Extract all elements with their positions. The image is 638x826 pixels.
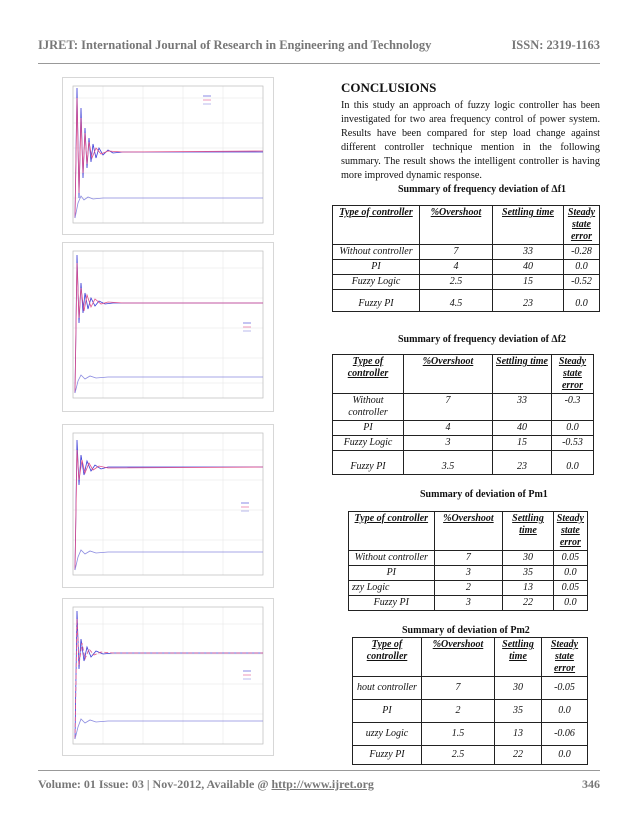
section-title: CONCLUSIONS [341,80,437,95]
summary-table-df1 [332,205,600,312]
cell: 15 [493,436,552,451]
cell: 7 [434,551,503,566]
table-row [353,746,588,765]
cell: 0.0 [552,451,594,475]
col-header: Steady state error [542,638,588,677]
col-header: Type of controller [349,512,435,551]
cell: 23 [493,290,564,312]
issn: ISSN: 2319-1163 [511,38,600,52]
cell: -0.3 [552,394,594,421]
table-row [333,451,594,475]
journal-link[interactable]: http://www.ijret.org [271,777,374,791]
cell: -0.05 [542,677,588,700]
cell: Fuzzy PI [333,290,420,312]
cell: Without controller [333,394,404,421]
figure-plot-4 [62,598,274,756]
table-caption: Summary of deviation of Pm2 [402,625,530,636]
figure-plot-2 [62,242,274,412]
cell: 4 [404,421,493,436]
summary-table-pm1 [348,511,588,611]
cell: 22 [503,596,554,611]
cell: hout controller [353,677,422,700]
cell: PI [349,566,435,581]
page-number: 346 [582,777,600,791]
col-header: %Overshoot [404,355,493,394]
table-row [333,275,600,290]
col-header: Steady state error [553,512,587,551]
cell: Fuzzy PI [353,746,422,765]
cell: 35 [503,566,554,581]
cell: 7 [404,394,493,421]
cell: Without controller [349,551,435,566]
cell: 0.0 [553,596,587,611]
table-row [333,436,594,451]
table-header-row [333,355,594,394]
cell: -0.53 [552,436,594,451]
summary-table-df2 [332,354,594,475]
table-row [333,245,600,260]
cell: 0.0 [552,421,594,436]
volume-text: Volume: 01 Issue: 03 | Nov-2012, Available @ [38,777,272,791]
cell: 0.0 [564,290,600,312]
table-header-row [353,638,588,677]
cell: Fuzzy PI [349,596,435,611]
table-row [349,551,588,566]
col-header: Settling time [495,638,542,677]
cell: 15 [493,275,564,290]
table-row [349,566,588,581]
table-row [353,677,588,700]
table-row [349,581,588,596]
cell: PI [333,260,420,275]
cell: 3 [404,436,493,451]
cell: 40 [493,260,564,275]
table-row [333,290,600,312]
cell: 2.5 [422,746,495,765]
col-header: Steady state error [564,206,600,245]
cell: -0.52 [564,275,600,290]
col-header: Settling time [493,355,552,394]
cell: 3 [434,596,503,611]
page-footer [38,777,600,792]
cell: 0.0 [553,566,587,581]
cell: Without controller [333,245,420,260]
cell: 0.05 [553,581,587,596]
table-caption: Summary of frequency deviation of Δf1 [398,184,567,195]
cell: 0.05 [553,551,587,566]
col-header: Type of controller [353,638,422,677]
cell: Fuzzy Logic [333,436,404,451]
cell: 7 [420,245,493,260]
cell: 13 [503,581,554,596]
cell: 2 [422,700,495,723]
col-header: Steady state error [552,355,594,394]
journal-name: IJRET: International Journal of Research in Engineering and Technology [38,38,432,52]
conclusions-paragraph: In this study an approach of fuzzy logic controller has been investigated for two area frequency control of power system. Results have been compared for step load change against different controller technique mention in the following summary. The result shows the intelligent controller is having more improved dynamic response. [341,100,600,181]
col-header: Type of controller [333,355,404,394]
cell: 0.0 [542,700,588,723]
table-header-row [349,512,588,551]
cell: 2.5 [420,275,493,290]
col-header: Type of controller [333,206,420,245]
cell: -0.28 [564,245,600,260]
cell: PI [353,700,422,723]
page-header [38,38,600,53]
col-header: Settling time [493,206,564,245]
cell: -0.06 [542,723,588,746]
cell: Fuzzy PI [333,451,404,475]
table-caption: Summary of deviation of Pm1 [420,489,548,500]
footer-volume [38,777,374,792]
cell: zzy Logic [349,581,435,596]
cell: 3.5 [404,451,493,475]
cell: 35 [495,700,542,723]
table-row [333,260,600,275]
cell: PI [333,421,404,436]
table-row [333,421,594,436]
table-row [333,394,594,421]
cell: 0.0 [542,746,588,765]
col-header: %Overshoot [422,638,495,677]
header-rule [38,63,600,64]
summary-table-pm2 [352,637,588,765]
cell: Fuzzy Logic [333,275,420,290]
figure-plot-1 [62,77,274,235]
cell: 33 [493,394,552,421]
cell: 7 [422,677,495,700]
table-caption: Summary of frequency deviation of Δf2 [398,334,567,345]
cell: 40 [493,421,552,436]
cell: 23 [493,451,552,475]
footer-rule [38,770,600,771]
col-header: %Overshoot [420,206,493,245]
cell: uzzy Logic [353,723,422,746]
cell: 2 [434,581,503,596]
table-row [349,596,588,611]
cell: 30 [495,677,542,700]
cell: 4.5 [420,290,493,312]
col-header: Settling time [503,512,554,551]
table-header-row [333,206,600,245]
cell: 13 [495,723,542,746]
cell: 3 [434,566,503,581]
cell: 33 [493,245,564,260]
col-header: %Overshoot [434,512,503,551]
table-row [353,723,588,746]
table-row [353,700,588,723]
figure-plot-3 [62,424,274,588]
cell: 30 [503,551,554,566]
cell: 22 [495,746,542,765]
cell: 1.5 [422,723,495,746]
cell: 0.0 [564,260,600,275]
cell: 4 [420,260,493,275]
